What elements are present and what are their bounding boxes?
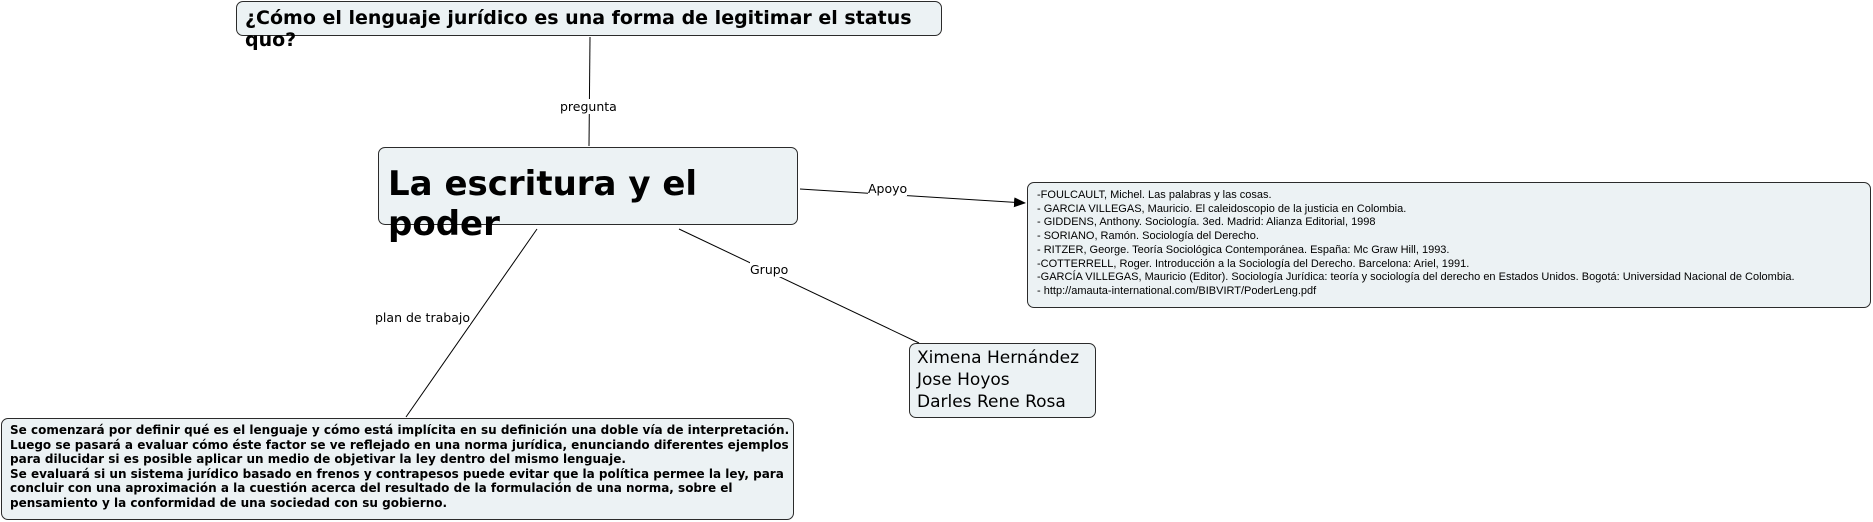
reference-item: - GIDDENS, Anthony. Sociología. 3ed. Madrid: Alianza Editorial, 1998 — [1037, 216, 1376, 229]
work-plan-line: para dilucidar si es posible aplicar un medio de objetivar la ley dentro del mismo lenguaje. — [10, 452, 626, 466]
work-plan-line: concluir con una aproximación a la cuestión acerca del resultado de la formulación de una norma, sobre el — [10, 481, 733, 495]
reference-item: -FOULCAULT, Michel. Las palabras y las cosas. — [1037, 189, 1272, 201]
group-member: Jose Hoyos — [917, 370, 1010, 390]
reference-item: - GARCIA VILLEGAS, Mauricio. El caleidoscopio de la justicia en Colombia. — [1037, 202, 1407, 215]
reference-item: - http://amauta-international.com/BIBVIRT/PoderLeng.pdf — [1037, 284, 1317, 297]
question-text: ¿Cómo el lenguaje jurídico es una forma de legitimar el status quo? — [245, 7, 912, 51]
references-topic[interactable] — [1027, 182, 1871, 308]
central-topic[interactable] — [378, 147, 798, 244]
work-plan-line: Se comenzará por definir qué es el lenguaje y cómo está implícita en su definición una doble vía de interpretación. — [10, 423, 790, 437]
work-plan-line: Luego se pasará a evaluar cómo éste factor se ve reflejado en una norma jurídica, enunciando diferentes ejemplos — [10, 437, 789, 452]
work-plan-line: Se evaluará si un sistema jurídico basado en frenos y contrapesos puede evitar que la política permee la ley, para — [10, 466, 784, 481]
link-label-plan: plan de trabajo — [375, 310, 470, 325]
link-group — [679, 229, 919, 343]
central-topic-text: La escritura y el poder — [388, 164, 698, 244]
question-topic[interactable] — [236, 1, 942, 51]
link-label-references: Apoyo — [868, 181, 908, 196]
work-plan-topic[interactable] — [1, 418, 794, 520]
link-question — [589, 37, 590, 146]
group-member: Darles Rene Rosa — [917, 392, 1066, 412]
link-label-group: Grupo — [750, 262, 789, 277]
reference-item: -GARCÍA VILLEGAS, Mauricio (Editor). Sociología Jurídica: teoría y sociología del derecho en Estados Unidos. Bogotá: Universidad Nacional de Colombia. — [1037, 271, 1795, 284]
link-references — [800, 189, 1025, 203]
reference-item: - SORIANO, Ramón. Sociología del Derecho. — [1037, 230, 1259, 243]
reference-item: -COTTERRELL, Roger. Introducción a la Sociología del Derecho. Barcelona: Ariel, 1991. — [1037, 257, 1470, 270]
reference-item: - RITZER, George. Teoría Sociológica Contemporánea. España: Mc Graw Hill, 1993. — [1037, 243, 1450, 256]
group-member: Ximena Hernández — [917, 348, 1080, 368]
link-label-question: pregunta — [560, 99, 617, 114]
work-plan-line: pensamiento y la conformidad de una sociedad con su gobierno. — [10, 495, 448, 510]
group-topic[interactable] — [909, 343, 1096, 418]
